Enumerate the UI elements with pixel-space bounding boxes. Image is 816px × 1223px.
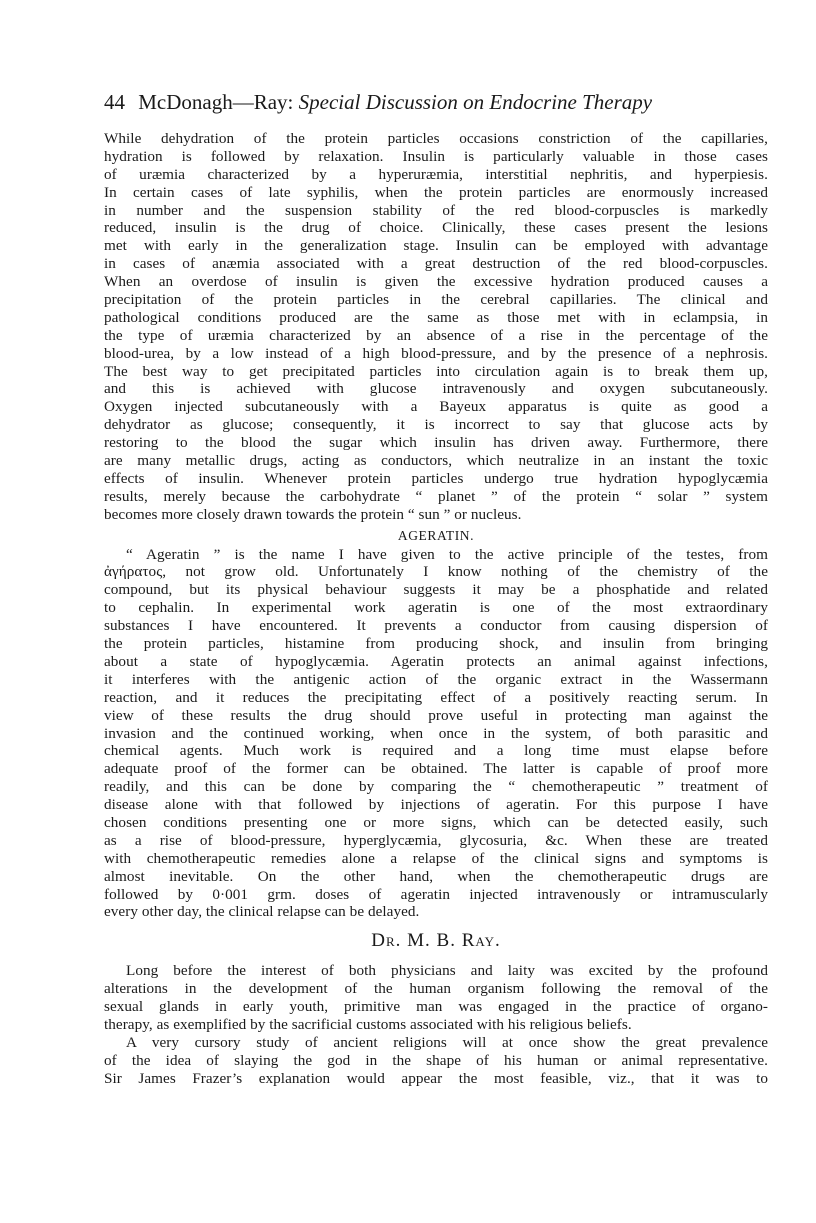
text-line: with chemotherapeutic remedies alone a relapse of the clinical signs and symptoms is [104,849,768,867]
section-heading-ageratin: AGERATIN. [397,527,475,543]
text-line: as a rise of blood-pressure, hyperglycæmia, glycosuria, &c. When these are treated [104,831,768,849]
page-number: 44 [104,90,125,114]
text-line: While dehydration of the protein particles occasions constriction of the capillaries, [104,130,768,147]
paragraph-organotherapy [104,962,768,1034]
running-head [104,88,768,116]
text-line: Oxygen injected subcutaneously with a Bayeux apparatus is quite as good a [104,398,768,416]
text-line: precipitation of the protein particles in the cerebral capillaries. The clinical and [104,291,768,309]
text-line: In certain cases of late syphilis, when the protein particles are enormously increased [104,183,768,201]
text-line: in cases of anæmia associated with a great destruction of the red blood-corpuscles. [104,255,768,273]
text-line: Long before the interest of both physicians and laity was excited by the profound [126,962,768,980]
page [104,88,768,1088]
text-line: about a state of hypoglycæmia. Ageratin protects an animal against infections, [104,652,768,670]
text-line: “ Ageratin ” is the name I have given to the active principle of the testes, from [126,545,768,563]
text-line: The best way to get precipitated particles into circulation again is to break them up, [104,362,768,380]
paragraph-ancient-religions [104,1034,768,1088]
text-line: almost inevitable. On the other hand, when the chemotherapeutic drugs are [104,867,768,885]
text-line: becomes more closely drawn towards the protein “ sun ” or nucleus. [104,505,522,523]
text-line: chosen conditions presenting one or more signs, which can be detected easily, such [104,813,768,831]
text-line: disease alone with that followed by injections of ageratin. For this purpose I have [104,796,768,814]
text-line: substances I have encountered. It prevents a conductor from causing dispersion of [104,617,768,635]
text-line: followed by 0·001 grm. doses of ageratin injected intravenously or intramuscularly [104,885,768,903]
text-line: effects of insulin. Whenever protein particles undergo true hydration hypoglycæmia [104,469,768,487]
text-line: A very cursory study of ancient religions will at once show the great prevalence [126,1033,768,1051]
text-line: adequate proof of the former can be obtained. The latter is capable of proof more [104,760,768,778]
text-line: in number and the suspension stability of the red blood-corpuscles is markedly [104,201,768,219]
speaker-heading: Dr. M. B. Ray. [371,930,501,952]
text-line: met with early in the generalization stage. Insulin can be employed with advantage [104,237,768,255]
text-line: readily, and this can be done by comparing the “ chemotherapeutic ” treatment of [104,778,768,796]
text-line: the protein particles, histamine from producing shock, and insulin from bringing [104,635,768,653]
text-line: invasion and the continued working, when once in the system, of both parasitic and [104,724,768,742]
text-line: pathological conditions produced are the same as those met with in eclampsia, in [104,308,768,326]
text-line: to cephalin. In experimental work ageratin is one of the most extraordinary [104,599,768,617]
text-line: Sir James Frazer’s explanation would appear the most feasible, viz., that it was to [104,1069,768,1087]
text-line: and this is achieved with glucose intravenously and oxygen subcutaneously. [104,380,768,398]
text-line: When an overdose of insulin is given the excessive hydration produced causes a [104,273,768,291]
text-line: compound, but its physical behaviour suggests it may be a phosphatide and related [104,581,768,599]
paragraph-ageratin [104,546,768,922]
text-line: every other day, the clinical relapse can be delayed. [104,903,420,921]
text-line: therapy, as exemplified by the sacrificial customs associated with his religious beliefs. [104,1015,632,1033]
text-line: alterations in the development of the human organism following the removal of the [104,980,768,998]
text-line: restoring to the blood the sugar which insulin has driven away. Furthermore, there [104,434,768,452]
running-head-title: Special Discussion on Endocrine Therapy [298,90,653,114]
text-line: it interferes with the antigenic action of the organic extract in the Wassermann [104,670,768,688]
text-line: reduced, insulin is the drug of choice. Clinically, these cases present the lesions [104,219,768,237]
text-line: ἀγήρατος, not grow old. Unfortunately I know nothing of the chemistry of the [104,563,768,581]
text-line: chemical agents. Much work is required and a long time must elapse before [104,742,768,760]
paragraph-insulin [104,130,768,524]
text-line: hydration is followed by relaxation. Insulin is particularly valuable in those cases [104,147,768,165]
text-line: of the idea of slaying the god in the shape of his human or animal representative. [104,1051,768,1069]
text-line: the type of uræmia characterized by an absence of a rise in the percentage of the [104,326,768,344]
text-line: reaction, and it reduces the precipitating effect of a positively reacting serum. In [104,688,768,706]
text-line: results, merely because the carbohydrate “ planet ” of the protein “ solar ” system [104,487,768,505]
text-line: blood-urea, by a low instead of a high blood-pressure, and by the presence of a nephrosis. [104,344,768,362]
text-line: dehydrator as glucose; consequently, it is incorrect to say that glucose acts by [104,416,768,434]
running-head-authors: McDonagh—Ray: [138,90,294,114]
text-line: of uræmia characterized by a hyperuræmia, interstitial nephritis, and hyperpiesis. [104,165,768,183]
text-line: sexual glands in early youth, primitive man was engaged in the practice of organo- [104,998,768,1016]
text-line: are many metallic drugs, acting as conductors, which neutralize in an instant the toxic [104,452,768,470]
text-line: view of these results the drug should prove useful in protecting man against the [104,706,768,724]
